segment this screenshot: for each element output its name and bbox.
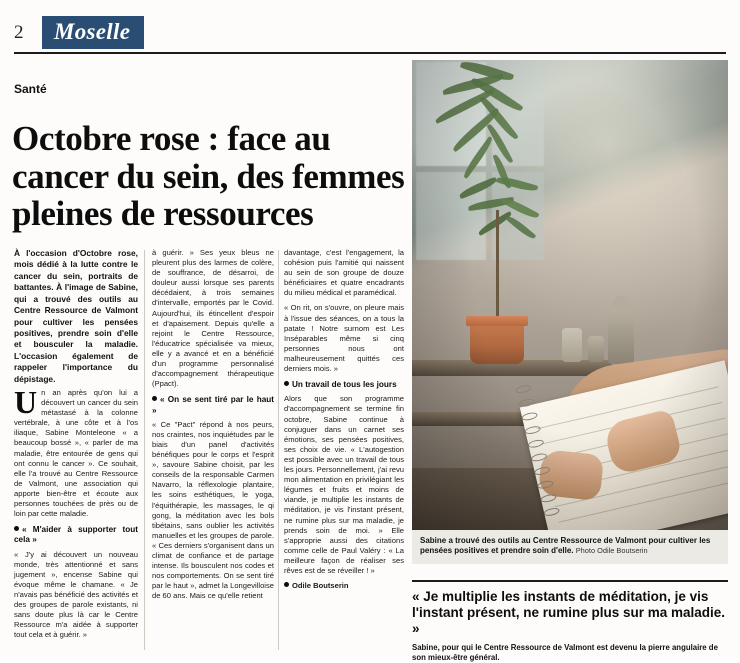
standfirst: À l'occasion d'Octobre rose, mois dédié à la lutte contre le cancer du sein, portraits de battantes. À l'image de Sabine, qui a trouvé des outils au Centre Ressource de Valmont pour cultiver les pensées positives, prendre soin d'elle et bousculer la maladie. L'occasion également de rappeler l'importance du dépistage.	[14, 248, 138, 384]
article-photo	[412, 60, 728, 530]
subheading	[284, 380, 404, 390]
column-divider-1	[144, 250, 145, 650]
potted-tree-canopy	[452, 178, 548, 248]
body-column-3	[284, 248, 404, 591]
bullet-icon	[284, 381, 289, 386]
header-divider	[14, 52, 726, 54]
body-column-1	[14, 384, 138, 646]
caption-text: Sabine a trouvé des outils au Centre Ressource de Valmont pour cultiver les pensées positives et prendre soin d'elle.	[420, 536, 711, 556]
section-flag: Moselle	[42, 16, 144, 49]
drop-cap: U	[14, 384, 38, 420]
pull-quote	[412, 580, 728, 663]
page-number: 2	[14, 22, 24, 43]
subheading	[14, 525, 138, 546]
plant-pot-rim	[466, 316, 528, 326]
bullet-icon	[284, 582, 289, 587]
paragraph	[14, 384, 138, 519]
jar	[588, 336, 604, 362]
rubric-label: Santé	[14, 82, 47, 96]
body-column-2	[152, 248, 274, 607]
byline	[284, 581, 404, 591]
subheading-text: Un travail de tous les jours	[292, 380, 397, 390]
bullet-icon	[152, 396, 157, 401]
paragraph: « Ce "Pact" répond à nos peurs, nos craintes, nos inquiétudes par le biais d'un panel d'activités bénéfiques pour le corps et l'esprit », savoure Sabine choisit, par les conseils de la responsable Carmen Navarro, la réflexologie plantaire, les soins esthétiques, le yoga, l'équithérapie, les massages, le qi gong, la méditation avec les bols tibétains, sans oublier les activités manuelles et les groupes de parole. « Ces derniers s'organisent dans un climat de confiance et de partage intense. Ils bousculent nos codes et nos comportements. On se sent tiré par le haut », admet la Longevilloise de 60 ans. Mais ce qu'elle retient	[152, 419, 274, 601]
subheading-text: « M'aider à supporter tout cela »	[14, 525, 138, 545]
paragraph: « J'y ai découvert un nouveau monde, très attentionné et sans jugement », encense Sabine qui évoque même le chamane. « Je n'avais pas bénéficié des activités et des groupes de parole existants, ni sans doute plus là car le Centre Ressource m'a aidée à supporter tout cela et à guérir. »	[14, 549, 138, 640]
page-title: Octobre rose : face au cancer du sein, des femmes pleines de ressources	[12, 119, 405, 233]
potted-tree-trunk	[496, 210, 499, 322]
paragraph: Alors que son programme d'accompagnement se termine fin octobre, Sabine continue à conjuguer dans un carnet ses émotions, ses pensées positives, ses choix de vie. « L'autogestion est possible avec un travail de tous les jours. Personnellement, j'ai revu mon alimentation en privilégiant les légumes et fruits et moins de viande, je multiplie les instants de méditation, je vis l'instant présent, ne rumine plus sur ma maladie, je prends soin de moi. » Elle s'approprie aussi des citations comme celle de Paul Valéry : « La meilleure façon de réaliser ses rêves est de se réveiller ! »	[284, 394, 404, 575]
figurine-head	[613, 296, 629, 312]
paragraph: davantage, c'est l'engagement, la cohésion puis l'amitié qui naissent au sein de son groupe de douze bénéficiaires et quatre encadrants du milieu médical et paramédical.	[284, 248, 404, 298]
pull-quote-attribution: Sabine, pour qui le Centre Ressource de Valmont est devenu la pierre angulaire de son mieux-être général.	[412, 642, 718, 662]
paragraph-text: n an après qu'on lui a découvert un cancer du sein métastasé à la colonne vertébrale, à une côte et à l'os iliaque, Sabine Monteleone « a beaucoup bossé », « parler de ma maladie, être entourée de gens qui ont connu le cancer ». Ce souhait, elle l'a trouvé au Centre Ressource de Valmont, une association qui apporte bien-être et écoute aux personnes touchées de près ou de loin par cette maladie.	[14, 388, 138, 519]
paragraph: à guérir. » Ses yeux bleus ne pleurent plus des larmes de colère, de souffrance, de désarroi, de douleur aussi lorsque ses parents décédaient, à trois semaines d'intervalle, emportés par le Covid. Aujourd'hui, ils étincellent d'espoir et d'apaisement. Depuis qu'elle a rejoint le Centre Ressource, l'éducatrice spécialisée va mieux, elle y a avancé et en a bénéficié d'un programme personnalisé d'accompagnement thérapeutique (Ppact).	[152, 248, 274, 389]
pull-quote-text: « Je multiplie les instants de méditation, je vis l'instant présent, ne rumine plus sur ma maladie. »	[412, 589, 726, 636]
plant-pot	[470, 322, 524, 364]
subheading	[152, 395, 274, 416]
photo-caption	[412, 530, 728, 564]
paragraph: « On rit, on s'ouvre, on pleure mais à l'issue des séances, on a tous la patate ! Notre surnom est Les Inséparables même si cinq personnes nous ont malheureusement quittés ces derniers mois. »	[284, 303, 404, 374]
photo-credit: Photo Odile Boutserin	[575, 546, 648, 556]
figurine	[608, 306, 634, 364]
jar	[562, 328, 582, 362]
column-divider-2	[278, 250, 279, 650]
bullet-icon	[14, 526, 19, 531]
byline-text: Odile Boutserin	[292, 581, 349, 591]
subheading-text: « On se sent tiré par le haut »	[152, 395, 274, 415]
